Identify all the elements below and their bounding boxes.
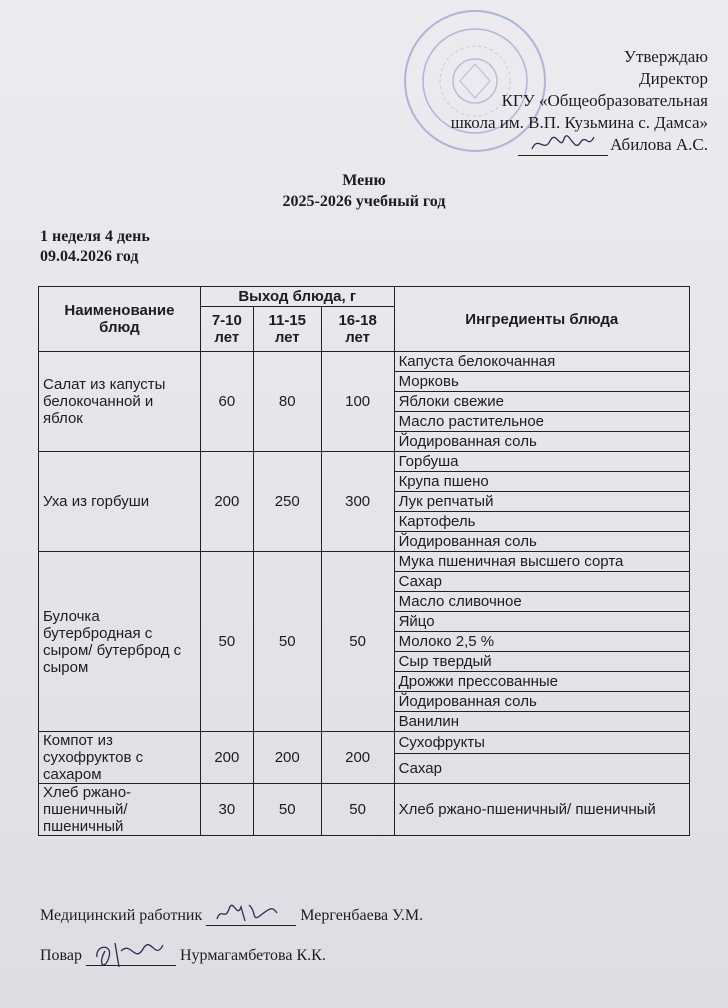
date: 09.04.2026 год [40, 248, 139, 265]
header-output: Выход блюда, г [200, 287, 394, 307]
dish-output-v1: 200 [200, 452, 253, 552]
dish-output-v1: 200 [200, 732, 253, 784]
dish-output-v3: 50 [321, 552, 394, 732]
dish-name: Компот из сухофруктов с сахаром [39, 732, 201, 784]
ingredient-cell: Йодированная соль [394, 532, 689, 552]
ingredient-cell: Масло растительное [394, 412, 689, 432]
medic-signature-row [40, 906, 423, 926]
ingredient-cell: Горбуша [394, 452, 689, 472]
cook-label: Повар [40, 947, 82, 964]
dish-output-v3: 50 [321, 784, 394, 836]
approval-line: школа им. В.П. Кузьмина с. Дамса» [450, 113, 708, 132]
ingredient-cell: Сахар [394, 572, 689, 592]
table-row [39, 732, 690, 754]
medic-name: Мергенбаева У.М. [300, 907, 424, 924]
header-age-7-10: 7-10 лет [200, 307, 253, 352]
dish-output-v1: 60 [200, 352, 253, 452]
signature-line [206, 909, 296, 926]
dish-name: Уха из горбуши [39, 452, 201, 552]
dish-name: Хлеб ржано-пшеничный/ пшеничный [39, 784, 201, 836]
medic-signature-icon [211, 897, 281, 927]
dish-name: Салат из капусты белокочанной и яблок [39, 352, 201, 452]
header-dish-name: Наименование блюд [39, 287, 201, 352]
ingredient-cell: Дрожжи прессованные [394, 672, 689, 692]
dish-output-v2: 80 [253, 352, 321, 452]
table-row [39, 552, 690, 572]
cook-signature-row [40, 946, 326, 966]
dish-output-v1: 50 [200, 552, 253, 732]
header-age-16-18: 16-18 лет [321, 307, 394, 352]
cook-signature-icon [91, 937, 171, 971]
week-day: 1 неделя 4 день [40, 228, 150, 245]
approval-signer: Абилова А.С. [610, 135, 708, 154]
dish-output-v3: 300 [321, 452, 394, 552]
ingredient-cell: Яблоки свежие [394, 392, 689, 412]
dish-output-v2: 200 [253, 732, 321, 784]
approval-line: Директор [639, 69, 708, 88]
dish-output-v2: 250 [253, 452, 321, 552]
ingredient-cell: Молоко 2,5 % [394, 632, 689, 652]
dish-output-v3: 200 [321, 732, 394, 784]
ingredient-cell: Сахар [394, 754, 689, 784]
ingredient-cell: Йодированная соль [394, 432, 689, 452]
day-heading [40, 227, 150, 267]
dish-name: Булочка бутербродная с сыром/ бутерброд с сыром [39, 552, 201, 732]
dish-output-v3: 100 [321, 352, 394, 452]
menu-table [38, 286, 690, 836]
signature-line [518, 139, 608, 156]
header-ingredients: Ингредиенты блюда [394, 287, 689, 352]
dish-output-v1: 30 [200, 784, 253, 836]
approval-signature-row [388, 134, 708, 156]
ingredient-cell: Капуста белокочанная [394, 352, 689, 372]
ingredient-cell: Крупа пшено [394, 472, 689, 492]
director-signature-icon [528, 131, 598, 157]
table-row [39, 784, 690, 836]
approval-line: КГУ «Общеобразовательная [501, 91, 708, 110]
ingredient-cell: Сыр твердый [394, 652, 689, 672]
header-age-11-15: 11-15 лет [253, 307, 321, 352]
dish-output-v2: 50 [253, 552, 321, 732]
ingredient-cell: Яйцо [394, 612, 689, 632]
table-row [39, 352, 690, 372]
ingredient-cell: Лук репчатый [394, 492, 689, 512]
menu-table-body [39, 352, 690, 836]
ingredient-cell: Йодированная соль [394, 692, 689, 712]
title-menu: Меню [342, 172, 386, 189]
ingredient-cell: Масло сливочное [394, 592, 689, 612]
ingredient-cell: Мука пшеничная высшего сорта [394, 552, 689, 572]
approval-block [388, 46, 708, 156]
medic-label: Медицинский работник [40, 907, 203, 924]
approval-line: Утверждаю [623, 47, 708, 66]
table-row [39, 452, 690, 472]
ingredient-cell: Сухофрукты [394, 732, 689, 754]
ingredient-cell: Ванилин [394, 712, 689, 732]
ingredient-cell: Хлеб ржано-пшеничный/ пшеничный [394, 784, 689, 836]
signature-line [86, 949, 176, 966]
ingredient-cell: Морковь [394, 372, 689, 392]
cook-name: Нурмагамбетова К.К. [180, 947, 326, 964]
title-year: 2025-2026 учебный год [282, 193, 446, 210]
ingredient-cell: Картофель [394, 512, 689, 532]
dish-output-v2: 50 [253, 784, 321, 836]
page-title [0, 170, 728, 212]
